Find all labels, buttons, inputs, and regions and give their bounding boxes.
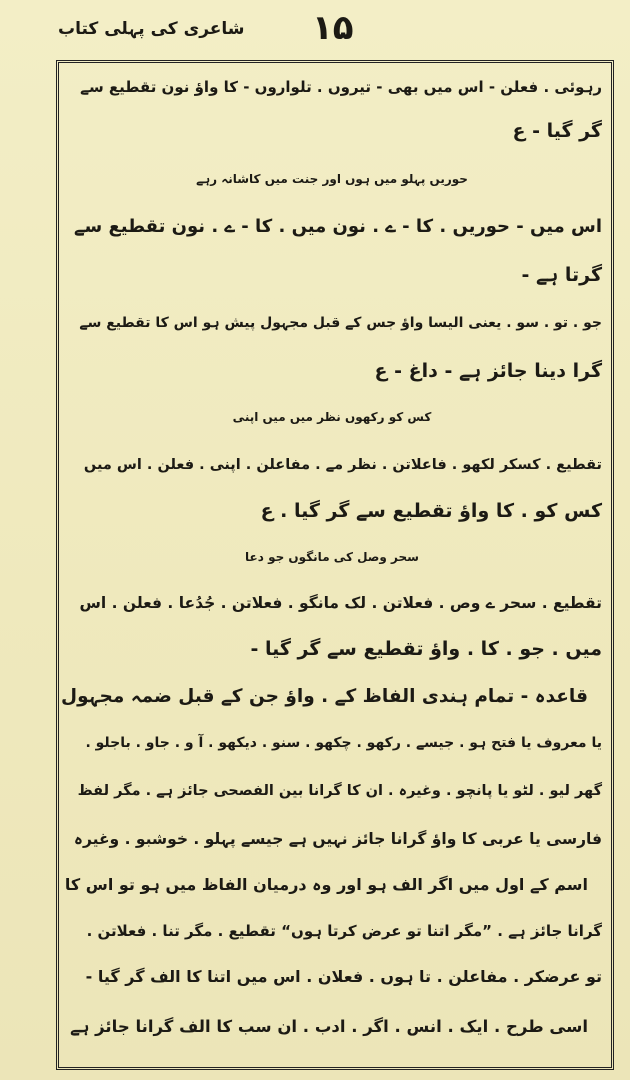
text-line: تقطیع . سحر ے وص . فعلاتن . لک مانگو . فعلاتن . جُدُعا . فعلن . اس bbox=[79, 594, 602, 612]
text-line: فارسی یا عربی کا واؤ گرانا جائز نہیں ہے جیسے پہلو . خوشبو . وغیرہ bbox=[73, 830, 602, 848]
text-line: گر گیا - ع bbox=[512, 120, 602, 142]
text-line: تقطیع . کسکر لکھو . فاعلاتن . نظر مے . مفاعلن . اپنی . فعلن . اس میں bbox=[83, 457, 602, 473]
text-line: اسی طرح . ایک . انس . اگر . ادب . ان سب کا الف گرانا جائز ہے bbox=[70, 1017, 588, 1036]
page-number: ۱۵ bbox=[312, 8, 354, 48]
page-body bbox=[62, 64, 602, 1064]
text-line: اسم کے اول میں اگر الف ہو اور وہ درمیان الفاظ میں ہو تو اس کا bbox=[64, 875, 588, 894]
text-line: گرتا ہے - bbox=[521, 264, 602, 286]
running-title: شاعری کی پہلی کتاب bbox=[58, 19, 245, 39]
text-line: میں . جو . کا . واؤ تقطیع سے گر گیا - bbox=[250, 638, 602, 660]
text-line: گرانا جائز ہے . ”مگر اتنا تو عرض کرتا ہوں“ تقطیع . مگر تنا . فعلاتن . bbox=[86, 922, 602, 940]
text-line: رہوئی . فعلن - اس میں بھی - تیروں . تلواروں - کا واؤ نون تقطیع سے bbox=[80, 78, 602, 96]
text-line: جو . تو . سو . یعنی الیسا واؤ جس کے قبل مجہول پیش ہو اس کا تقطیع سے bbox=[79, 315, 602, 331]
page-header bbox=[44, 6, 618, 52]
verse-line: کس کو رکھوں نظر میں میں اپنی bbox=[232, 410, 432, 424]
verse-line: سحر وصل کی مانگوں جو دعا bbox=[245, 550, 419, 564]
text-line: تو عرضکر . مفاعلن . تا ہوں . فعلان . اس میں اتنا کا الف گر گیا - bbox=[85, 967, 602, 986]
rule-heading-line: قاعدہ - تمام ہندی الفاظ کے . واؤ جن کے قبل ضمہ مجہول bbox=[61, 686, 588, 707]
text-line: کس کو . کا واؤ تقطیع سے گر گیا . ع bbox=[260, 500, 602, 522]
text-line: گھر لیو . لٹو یا پانچو . وغیرہ . ان کا گرانا بین الفصحی جائز ہے . مگر لفظ bbox=[77, 783, 602, 799]
verse-line: حوریں پہلو میں ہوں اور جنت میں کاشانہ رہے bbox=[196, 172, 468, 186]
text-line: یا معروف یا فتح ہو . جیسے . رکھو . چکھو . سنو . دیکھو . آ و . جاو . باجلو . bbox=[85, 735, 602, 751]
text-line: گرا دینا جائز ہے - داغ - ع bbox=[374, 360, 602, 382]
text-line: اس میں - حوریں . کا - ے . نون میں . کا - ے . نون تقطیع سے bbox=[73, 216, 602, 237]
